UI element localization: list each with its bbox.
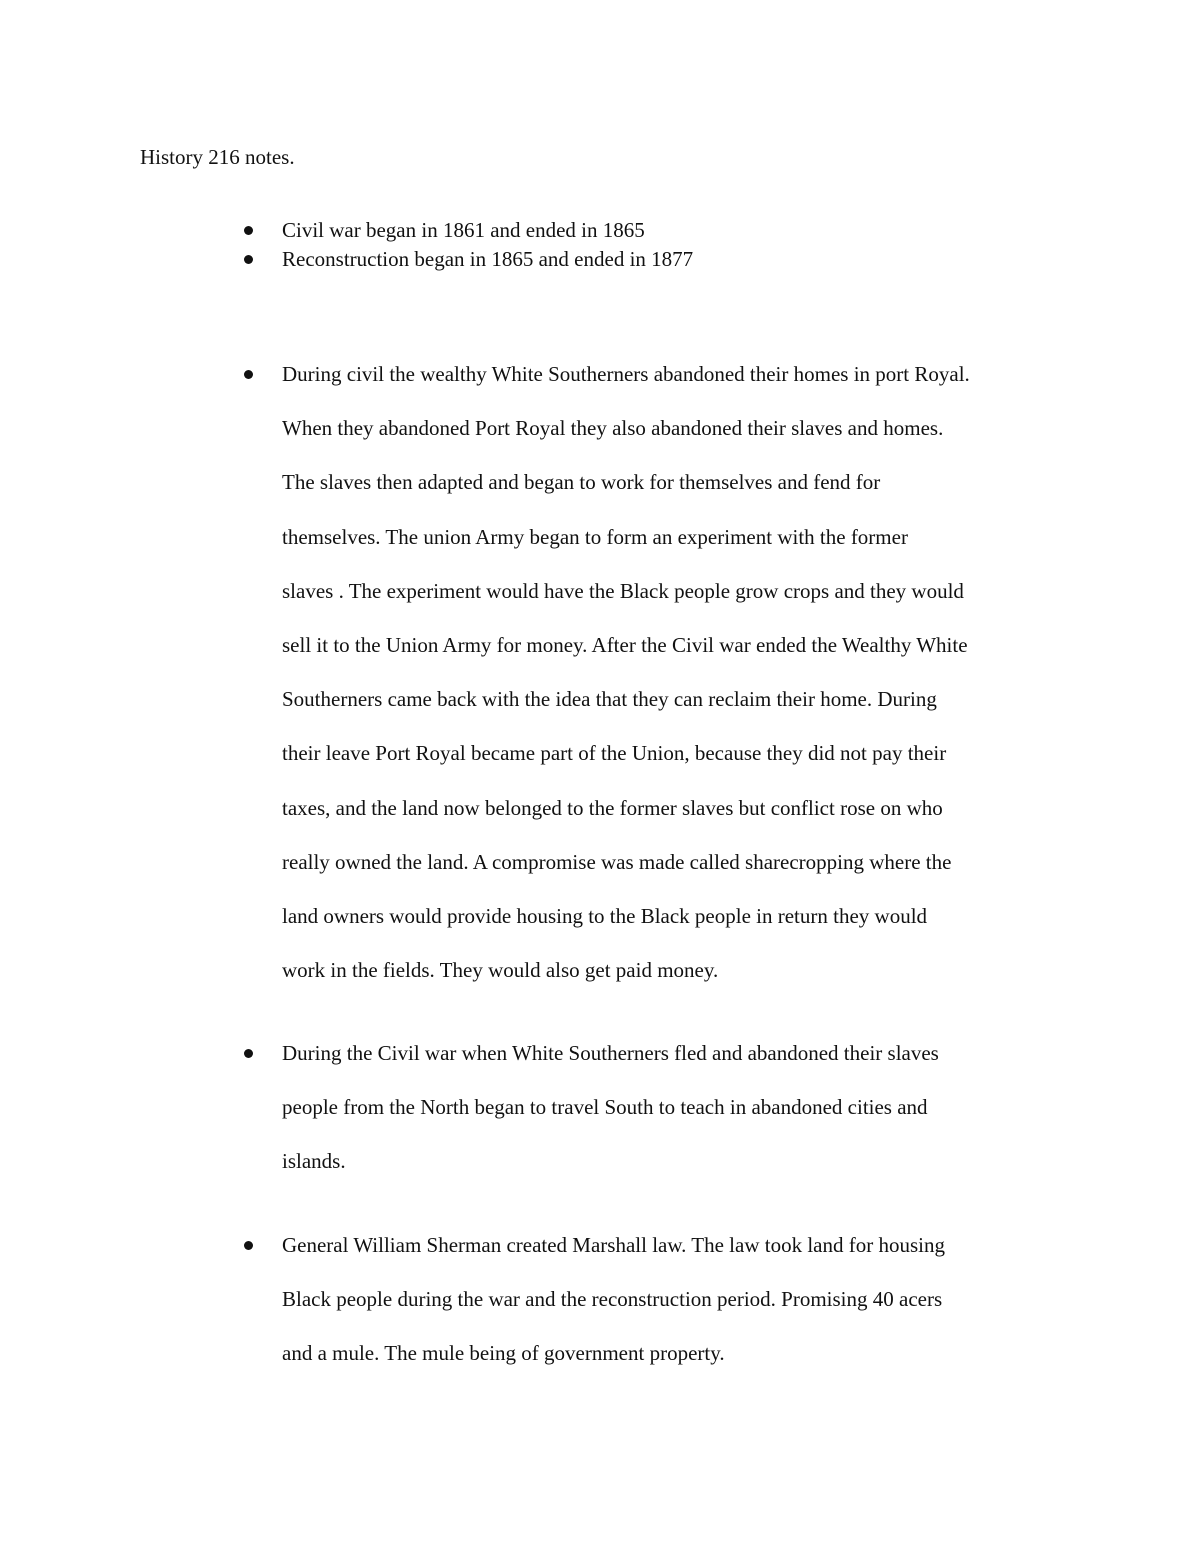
paragraph-line: The slaves then adapted and began to work for themselves and fend for: [282, 470, 881, 495]
paragraph-line: land owners would provide housing to the Black people in return they would: [282, 904, 928, 929]
bullet-text: Civil war began in 1861 and ended in 1865: [282, 218, 645, 242]
paragraph-line: Black people during the war and the reconstruction period. Promising 40 acers: [282, 1287, 943, 1312]
bullet-icon: [244, 1241, 253, 1250]
paragraph-line: During the Civil war when White Southerners fled and abandoned their slaves: [282, 1041, 939, 1065]
paragraph-sherman: [282, 1218, 1062, 1381]
paragraph-line: sell it to the Union Army for money. After the Civil war ended the Wealthy White: [282, 633, 968, 658]
paragraph-line: Southerners came back with the idea that they can reclaim their home. During: [282, 687, 937, 712]
document-title: History 216 notes.: [140, 145, 295, 169]
paragraph-line: work in the fields. They would also get paid money.: [282, 958, 719, 983]
paragraph-line: General William Sherman created Marshall law. The law took land for housing: [282, 1233, 945, 1257]
paragraph-teachers: [282, 1026, 1062, 1189]
paragraph-line: taxes, and the land now belonged to the former slaves but conflict rose on who: [282, 795, 943, 820]
paragraph-line: themselves. The union Army began to form an experiment with the former: [282, 524, 908, 549]
paragraph-line: their leave Port Royal became part of the Union, because they did not pay their: [282, 741, 947, 766]
bullet-text: Reconstruction began in 1865 and ended in 1877: [282, 247, 694, 271]
paragraph-line: islands.: [282, 1149, 346, 1174]
bullet-icon: [244, 255, 253, 264]
paragraph-line: really owned the land. A compromise was made called sharecropping where the: [282, 849, 952, 874]
paragraph-line: people from the North began to travel South to teach in abandoned cities and: [282, 1095, 928, 1120]
bullet-icon: [244, 1049, 253, 1058]
paragraph-line: and a mule. The mule being of government property.: [282, 1341, 725, 1366]
paragraph-port-royal: [282, 347, 1062, 997]
paragraph-line: During civil the wealthy White Southerners abandoned their homes in port Royal.: [282, 362, 970, 386]
paragraph-line: When they abandoned Port Royal they also abandoned their slaves and homes.: [282, 416, 944, 441]
bullet-icon: [244, 370, 253, 379]
bullet-icon: [244, 226, 253, 235]
paragraph-line: slaves . The experiment would have the Black people grow crops and they would: [282, 578, 964, 603]
